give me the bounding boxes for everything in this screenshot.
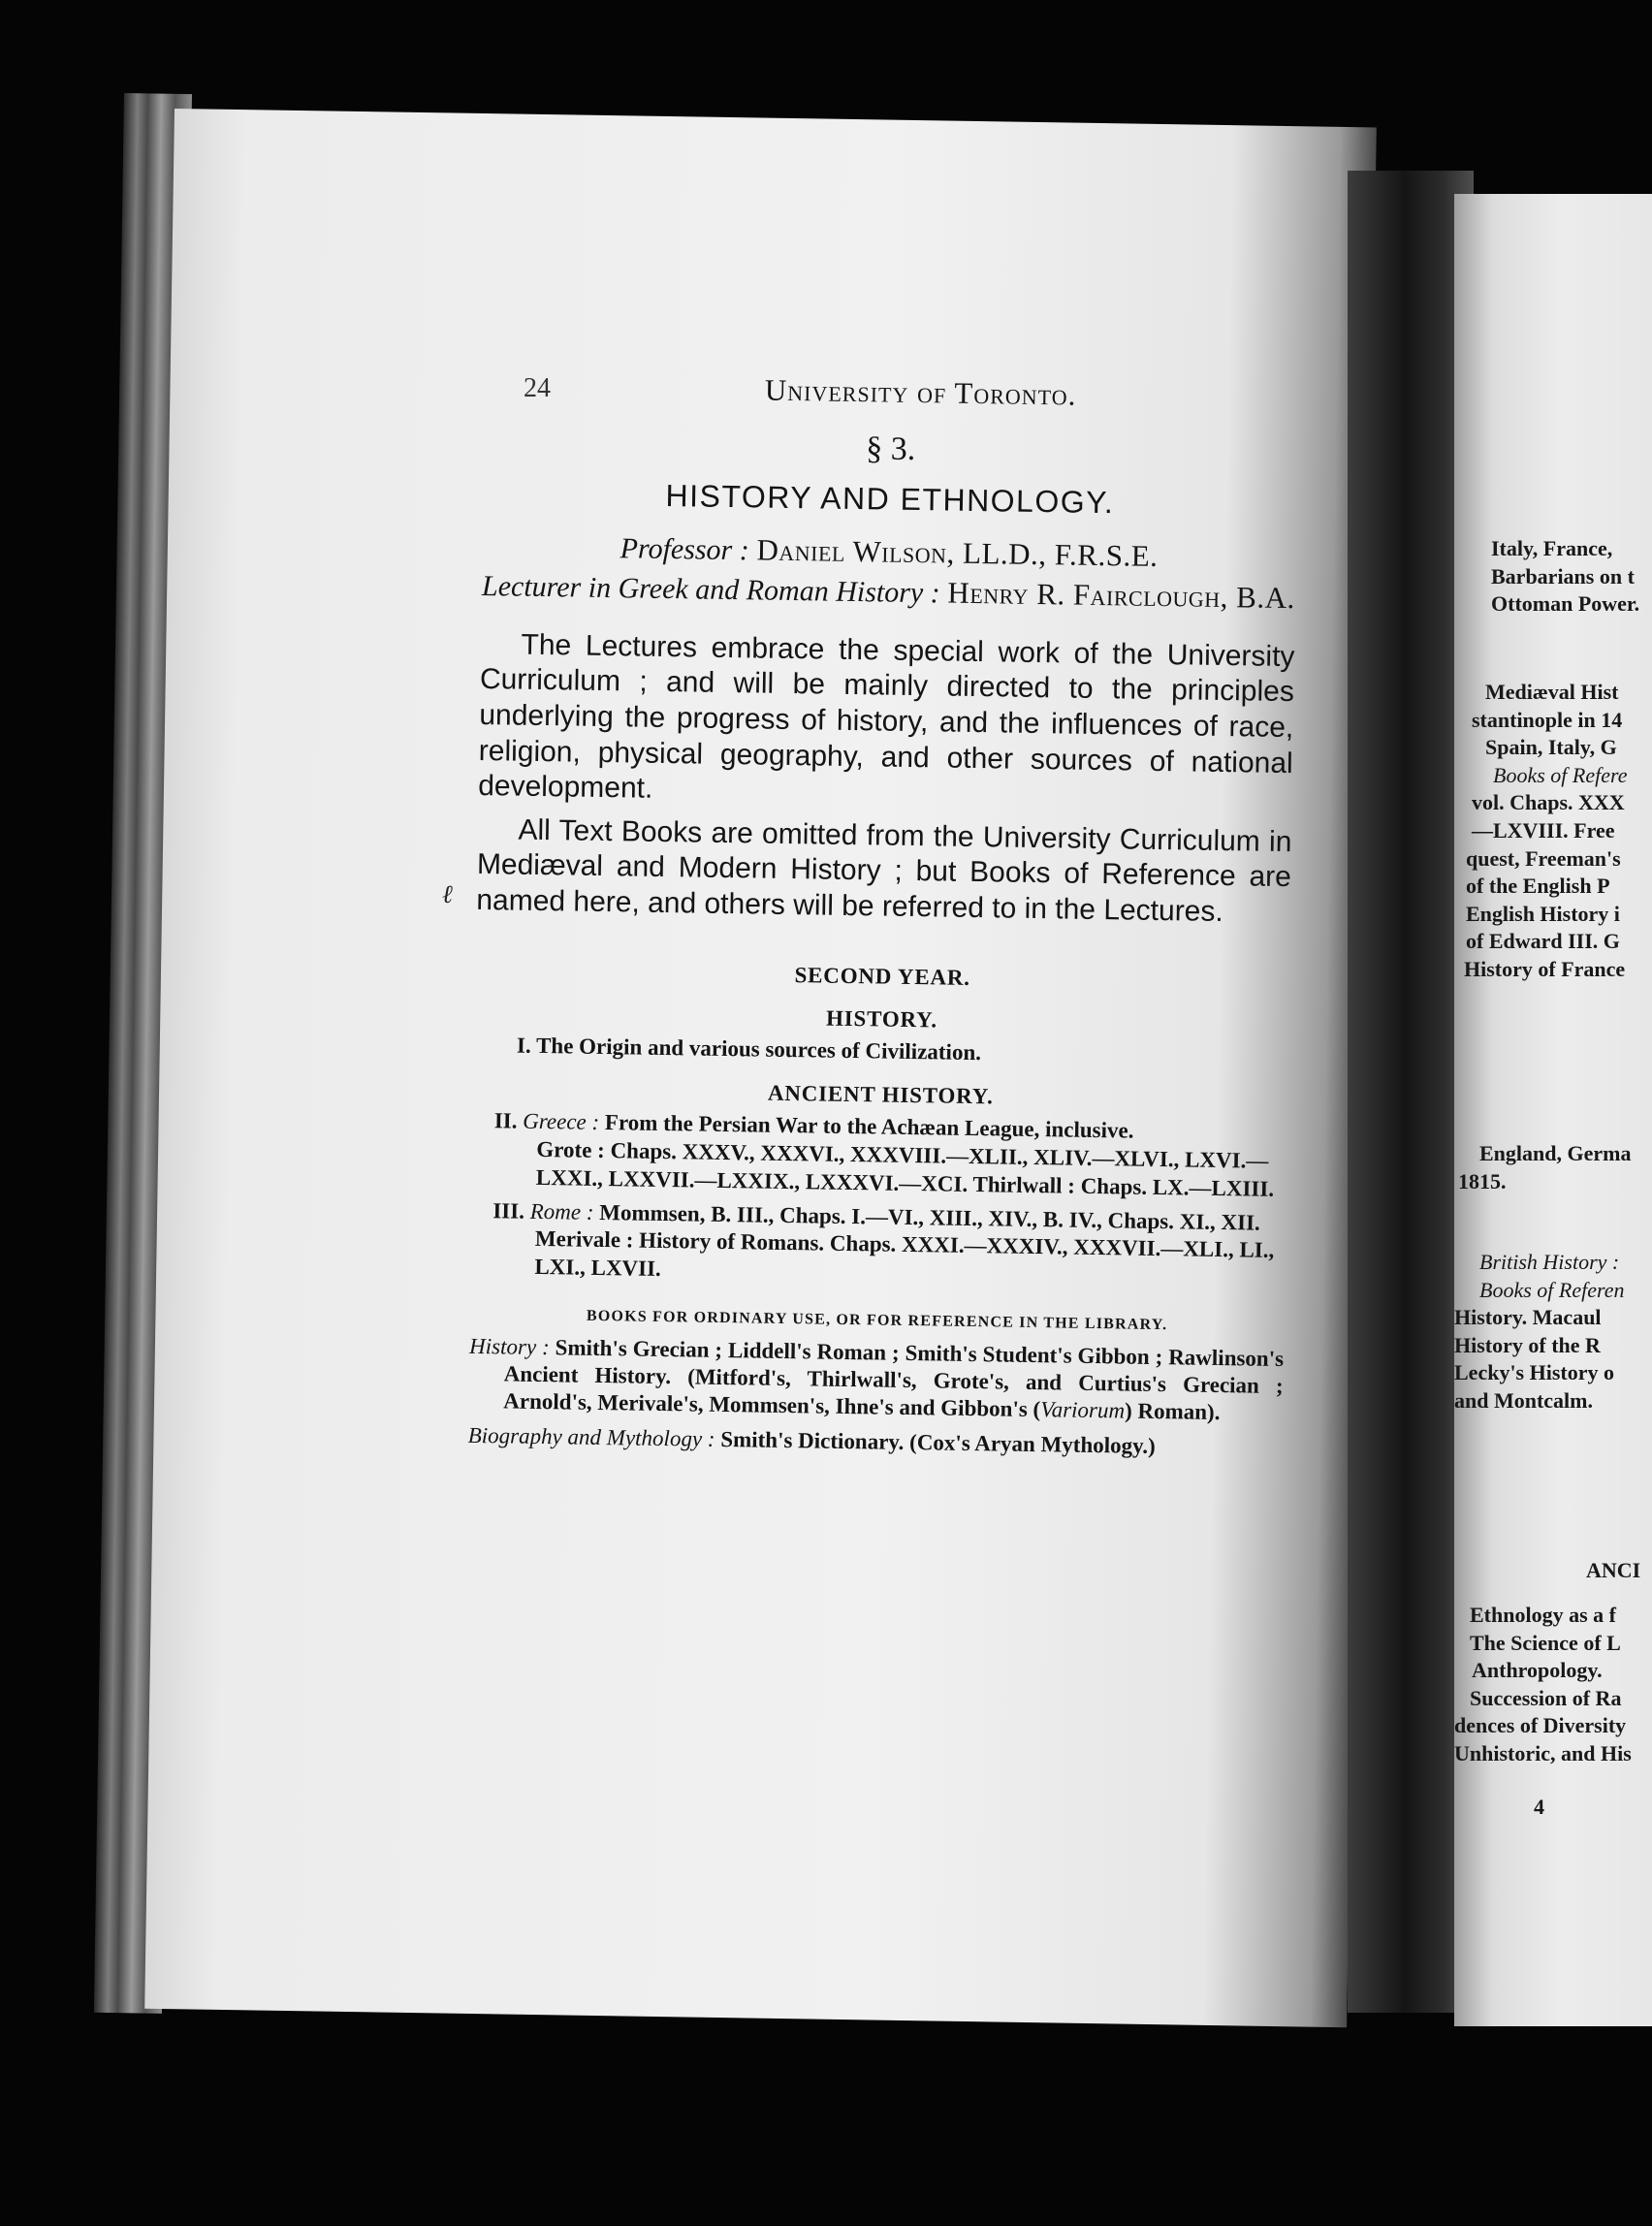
list-greece-references: Grote : Chaps. XXXV., XXXVI., XXXVIII.—XLII., XLIV.—XLVI., LXVI.—LXXI., LXXVII.—LXXIX., LXXXVI.—XCI. Thirlwall : Chaps. LX.—LXIII. (535, 1137, 1275, 1201)
right-line: of the English P (1466, 874, 1610, 899)
right-line: and Montcalm. (1454, 1387, 1593, 1413)
reference-list (467, 1333, 1284, 1462)
right-line: History of the R (1454, 1332, 1601, 1357)
lecturer-label: Lecturer in Greek and Roman History : (481, 569, 940, 610)
right-italic-label: Books of Referen (1479, 1277, 1625, 1302)
right-page-block-5 (1454, 1249, 1652, 1415)
right-line: Italy, France, (1491, 536, 1613, 560)
list-number: III. (492, 1197, 525, 1224)
running-head: University of Toronto. (764, 372, 1077, 412)
right-line: stantinople in 14 (1472, 707, 1623, 732)
list-text-greece: From the Persian War to the Achæan League, inclusive. (604, 1110, 1134, 1143)
right-page-block-2 (1454, 679, 1652, 984)
books-heading: BOOKS FOR ORDINARY USE, OR FOR REFERENCE IN THE LIBRARY. (586, 1307, 1168, 1333)
right-line: Unhistoric, and His (1454, 1740, 1632, 1765)
history-references (468, 1333, 1284, 1427)
right-line: History of France (1464, 956, 1626, 981)
right-line (1454, 1277, 1652, 1305)
section-mark: § 3. (865, 430, 916, 467)
second-year-heading: SECOND YEAR. (794, 962, 971, 990)
right-italic-label: Books of Refere (1493, 762, 1628, 787)
right-line: of Edward III. G (1466, 929, 1620, 954)
right-page-block-6 (1454, 1602, 1652, 1768)
right-line: Lecky's History o (1454, 1360, 1614, 1385)
right-line: England, Germa (1479, 1141, 1632, 1165)
ancient-history-heading: ANCIENT HISTORY. (767, 1080, 994, 1109)
paragraph-text-books: All Text Books are omitted from the University Curriculum in Mediæval and Modern History ; but Books of Reference are named here, and others will be referred to in the Lectures. (476, 813, 1292, 929)
right-line: —LXVIII. Free (1472, 817, 1615, 843)
list-text-rome: Mommsen, B. III., Chaps. I.—VI., XIII., XIV., B. IV., Chaps. XI., XII. (599, 1199, 1261, 1235)
right-line: The Science of L (1470, 1630, 1621, 1655)
lecturer-name: Henry R. Fairclough, B.A. (947, 575, 1296, 616)
right-page-number: 4 (1534, 1795, 1544, 1819)
right-line: Ottoman Power. (1491, 591, 1640, 617)
right-line: Spain, Italy, G (1485, 735, 1617, 760)
margin-mark: ℓ (442, 880, 453, 908)
right-line: Succession of Ra (1470, 1685, 1622, 1710)
right-line: English History i (1466, 901, 1620, 926)
right-line: vol. Chaps. XXX (1472, 790, 1625, 815)
history-heading: HISTORY. (825, 1005, 938, 1032)
list-number: II. (493, 1108, 518, 1133)
list-label-rome: Rome : (529, 1198, 594, 1224)
history-ref-text: Smith's Grecian ; Liddell's Roman ; Smith's Student's Gibbon ; Rawlinson's Ancient History. (Mitford's, Thirlwall's, Grote's, and Curtius's Grecian ; Arnold's, Merivale's, Mommsen's, Ihne's and Gibbon's ( (503, 1335, 1285, 1422)
biography-ref-label: Biography and Mythology : (467, 1422, 715, 1451)
professor-name: Daniel Wilson, LL.D., F.R.S.E. (756, 532, 1159, 573)
list-item-civilization: I. The Origin and various sources of Civilization. (516, 1033, 982, 1065)
right-line (1454, 1249, 1652, 1277)
right-line: Anthropology. (1472, 1658, 1603, 1683)
page-number: 24 (524, 373, 551, 403)
right-line: Ethnology as a f (1470, 1603, 1616, 1627)
right-page-block-6-heading: ANCI (1586, 1558, 1641, 1582)
right-page-block-4 (1454, 1140, 1652, 1195)
paragraph-lectures: The Lectures embrace the special work of the University Curriculum ; and will be mainly directed to the principles underlying the progress of history, and the influences of race, religion, physical geography, and other sources of national development. (477, 628, 1295, 805)
right-page-block-1 (1454, 535, 1652, 619)
professor-label: Professor : (620, 532, 750, 567)
right-line: Mediæval Hist (1485, 680, 1619, 704)
right-line (1454, 762, 1652, 790)
right-line: quest, Freeman's (1466, 845, 1621, 871)
history-ref-label: History : (468, 1333, 550, 1359)
biography-ref-text: Smith's Dictionary. (Cox's Aryan Mythology.) (720, 1426, 1156, 1458)
staff-list (481, 526, 1296, 619)
section-title: HISTORY AND ETHNOLOGY. (665, 477, 1115, 521)
right-line: 1815. (1458, 1168, 1507, 1193)
right-italic-label: British History : (1479, 1250, 1620, 1274)
right-line: dences of Diversity (1454, 1713, 1627, 1738)
history-ref-end: ) Roman). (1124, 1398, 1221, 1424)
right-line: History. Macaul (1454, 1305, 1602, 1330)
list-rome-references: Merivale : History of Romans. Chaps. XXXI.—XXXIV., XXXVII.—XLI., LI., LXI., LXVII. (534, 1226, 1275, 1282)
list-label-greece: Greece : (523, 1109, 600, 1135)
variorum-text: Variorum (1039, 1397, 1126, 1423)
left-page-content (467, 368, 1298, 1462)
right-line: Barbarians on t (1491, 563, 1635, 588)
